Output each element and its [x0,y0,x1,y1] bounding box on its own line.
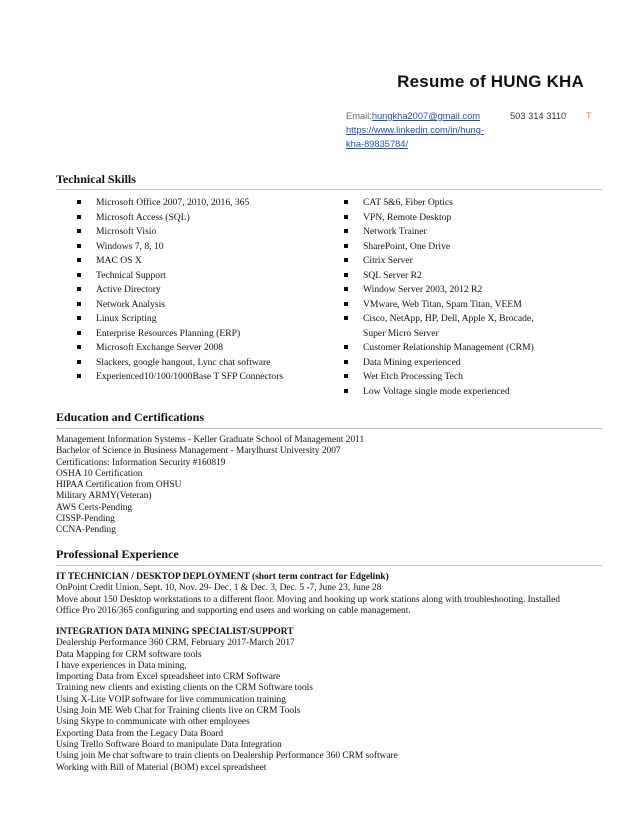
list-item-continuation: Super Micro Server [363,327,439,339]
bullet-icon [77,374,81,378]
list-item: Experienced10/100/1000Base T SFP Connectors [77,370,327,385]
job-title: IT TECHNICIAN / DESKTOP DEPLOYMENT (short term contract for Edgelink) [56,572,389,582]
bullet-icon [77,345,81,349]
list-item: OSHA 10 Certification [56,468,143,479]
job-title: INTEGRATION DATA MINING SPECIALIST/SUPPORT [56,627,294,637]
bullet-icon [344,244,348,248]
bullet-icon [77,258,81,262]
education-list [56,435,616,537]
list-item: Citrix Server [344,254,604,269]
list-item: Using Trello Software Board to manipulate Data Integration [56,739,282,750]
list-item: Cisco, NetApp, HP, Dell, Apple X, Brocade, [344,312,604,327]
contact-block [346,109,606,151]
list-item: Office Pro 2016/365 configuring and supporting end users and working on cable management. [56,605,411,616]
bullet-icon [344,345,348,349]
list-item: Customer Relationship Management (CRM) [344,341,604,356]
bullet-icon [77,200,81,204]
section-divider [56,565,602,566]
bullet-icon [344,389,348,393]
bullet-icon [344,374,348,378]
list-item: Technical Support [77,269,327,284]
skills-list-left [77,196,327,385]
list-item: Data Mining experienced [344,356,604,371]
list-item: Windows 7, 8, 10 [77,240,327,255]
list-item: Working with Bill of Material (BOM) excel spreadsheet [56,762,267,773]
bullet-icon [344,229,348,233]
list-item: Using Join ME Web Chat for Training clients live on CRM Tools [56,706,301,717]
bullet-icon [344,316,348,320]
list-item: Using X-Lite VOIP software for live communication training [56,694,286,705]
list-item: Management Information Systems - Keller Graduate School of Management 2011 [56,435,365,445]
list-item: OnPoint Credit Union, Sept. 10, Nov. 29- Dec. 1 & Dec. 3, Dec. 5 -7, June 23, June 28 [56,583,382,594]
bullet-icon [77,302,81,306]
list-item: Window Server 2003, 2012 R2 [344,283,604,298]
bullet-icon [77,244,81,248]
list-item: MAC OS X [77,254,327,269]
bullet-icon [77,273,81,277]
list-item: Bachelor of Science in Business Management - Marylhurst University 2007 [56,446,341,457]
skills-list-right [344,196,604,399]
email-label: Email: [346,111,372,121]
list-item: Linux Scripting [77,312,327,327]
experience-heading: Professional Experience [56,547,179,561]
list-item: Military ARMY(Veteran) [56,491,152,502]
bullet-icon [77,360,81,364]
list-item: Using join Me chat software to train clients on Dealership Performance 360 CRM software [56,751,398,762]
bullet-icon [77,331,81,335]
list-item: HIPAA Certification from OHSU [56,480,182,491]
bullet-icon [344,215,348,219]
bullet-icon [344,287,348,291]
linkedin-link-line2[interactable]: kha-89835784/ [346,139,409,149]
list-item: CAT 5&6, Fiber Optics [344,196,604,211]
list-item: I have experiences in Data mining, [56,660,187,671]
list-item: SQL Server R2 [344,269,604,284]
list-item: Wet Etch Processing Tech [344,370,604,385]
bullet-icon [344,200,348,204]
bullet-icon [344,302,348,306]
list-item: SharePoint, One Drive [344,240,604,255]
list-item: Network Analysis [77,298,327,313]
bullet-icon [344,273,348,277]
email-link[interactable]: hungkha2007@gmail.com [371,111,480,121]
bullet-icon [77,215,81,219]
bullet-icon [77,229,81,233]
t-mark: T [586,111,592,121]
technical-skills-heading: Technical Skills [56,172,136,186]
list-item: Slackers, google hangout, Lync chat software [77,356,327,371]
list-item: Microsoft Access (SQL) [77,211,327,226]
list-item: CCNA-Pending [56,525,116,536]
list-item: Low Voltage single mode experienced [344,385,604,400]
list-item: Microsoft Office 2007, 2010, 2016, 365 [77,196,327,211]
job-2 [56,627,616,774]
job-1 [56,572,616,617]
list-item: VPN, Remote Desktop [344,211,604,226]
page-title: Resume of HUNG KHA [397,72,584,91]
list-item: AWS Certs-Pending [56,502,133,513]
list-item: Certifications: Information Security #160819 [56,457,226,468]
list-item: Importing Data from Excel spreadsheet into CRM Software [56,672,281,683]
list-item: Network Trainer [344,225,604,240]
list-item: VMware, Web Titan, Spam Titan, VEEM [344,298,604,313]
list-item: CISSP-Pending [56,514,115,525]
list-item: Training new clients and existing clients on the CRM Software tools [56,683,313,694]
list-item: Data Mapping for CRM software tools [56,649,202,660]
bullet-icon [344,360,348,364]
list-item: Exporting Data from the Legacy Data Board [56,728,224,739]
education-heading: Education and Certifications [56,410,205,424]
list-item: Using Skype to communicate with other employees [56,717,250,728]
list-item: Microsoft Exchange Server 2008 [77,341,327,356]
list-item: Microsoft Visio [77,225,327,240]
phone-number: 503 314 3110 [510,111,567,121]
list-item: Dealership Performance 360 CRM, February 2017-March 2017 [56,638,295,649]
linkedin-link-line1[interactable]: https://www.linkedin.com/in/hung- [346,125,484,135]
list-item: Enterprise Resources Planning (ERP) [77,327,327,342]
bullet-icon [77,287,81,291]
list-item: Move about 150 Desktop workstations to a different floor. Moving and hooking up work stations along with troubleshooting. Installed [56,594,560,605]
bullet-icon [77,316,81,320]
section-divider [56,428,602,429]
section-divider [56,189,602,190]
bullet-icon [344,258,348,262]
list-item: Active Directory [77,283,327,298]
